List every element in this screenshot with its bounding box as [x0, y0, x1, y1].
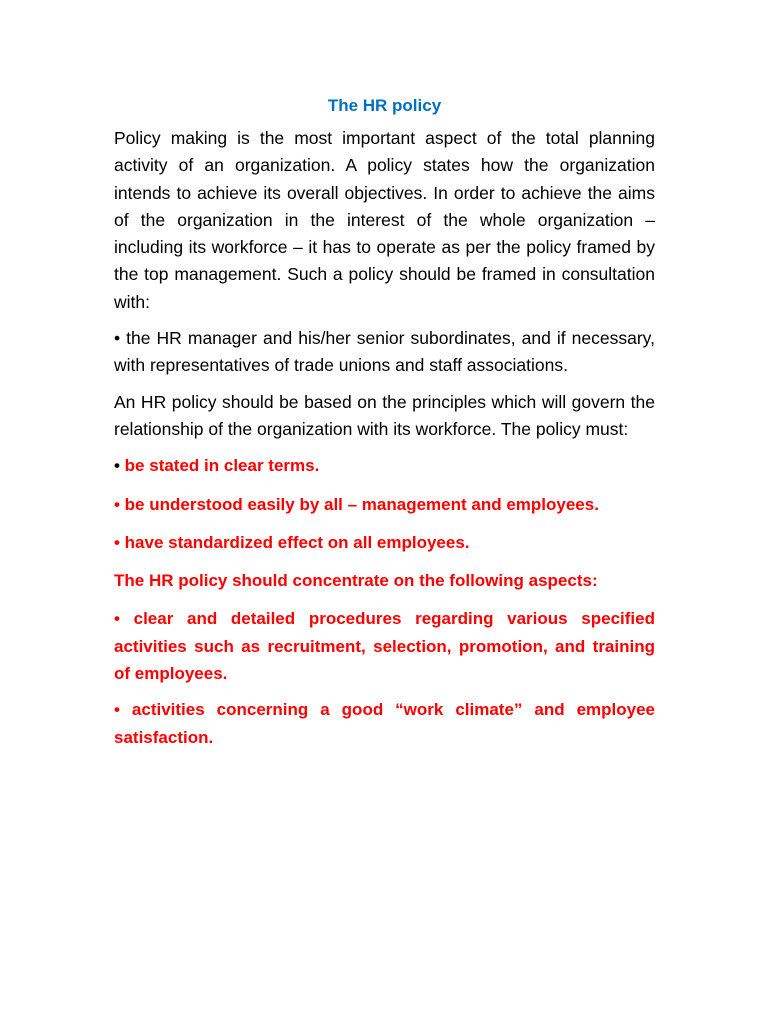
- bullet-marker: •: [114, 532, 120, 552]
- must-bullet-text: be understood easily by all – management and employees.: [119, 494, 599, 514]
- must-bullet-text: be stated in clear terms.: [119, 456, 320, 476]
- consultation-bullet: • the HR manager and his/her senior subordinates, and if necessary, with representatives of trade unions and staff associations.: [114, 328, 655, 376]
- intro-paragraph: Policy making is the most important aspect of the total planning activity of an organization. A policy states how the organization intends to achieve its overall objectives. In order to achieve the aims of the organization in the interest of the whole organization – including its workforce – it has to operate as per the policy framed by the top management. Such a policy should be framed in consultation with:: [114, 128, 655, 312]
- aspect-bullet: • activities concerning a good “work climate” and employee satisfaction.: [114, 700, 655, 747]
- aspects-heading: The HR policy should concentrate on the following aspects:: [114, 571, 598, 591]
- must-bullet: [114, 491, 655, 518]
- must-bullet-text: have standardized effect on all employees.: [119, 532, 470, 552]
- basis-paragraph: An HR policy should be based on the principles which will govern the relationship of the organization with its workforce. The policy must:: [114, 391, 655, 439]
- bullet-marker: •: [114, 494, 120, 514]
- must-bullet: [114, 529, 655, 556]
- document-page: [114, 93, 655, 760]
- bullet-marker: •: [114, 456, 120, 476]
- document-title: The HR policy: [327, 96, 442, 115]
- must-bullet: [114, 452, 655, 479]
- aspect-bullet: • clear and detailed procedures regarding various specified activities such as recruitment, selection, promotion, and training of employees.: [114, 609, 655, 684]
